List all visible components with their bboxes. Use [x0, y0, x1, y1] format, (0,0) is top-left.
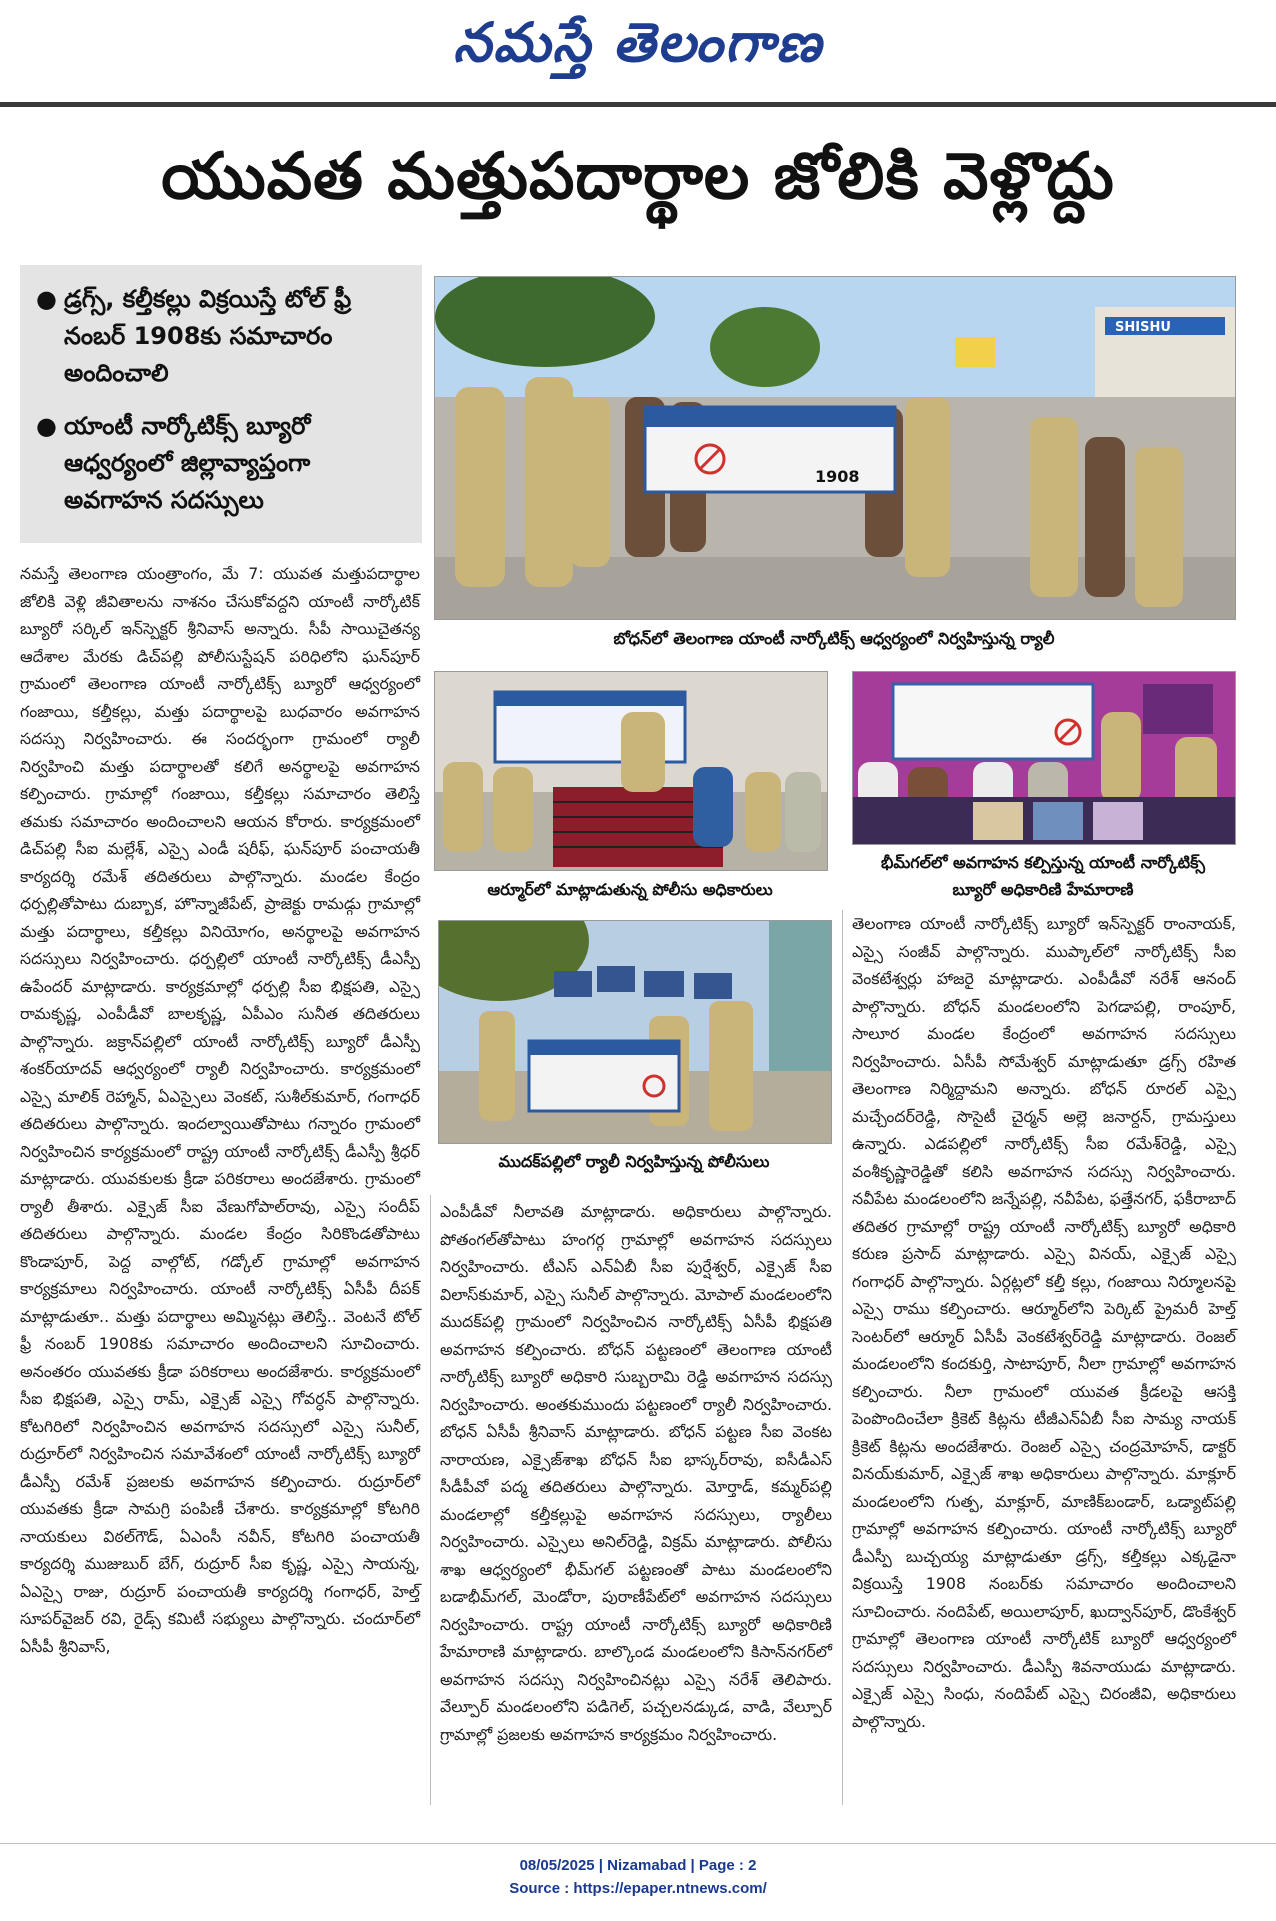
- column-text: నమస్తే తెలంగాణ యంత్రాంగం, మే 7: యువత మత్తుపదార్థాల జోలికి వెళ్లి జీవితాలను నాశనం చేసుకోవద్దని యాంటీ నార్కోటిక్ బ్యూరో సర్కిల్ ఇన్‌స్పెక్టర్ శ్రీనివాస్ అన్నారు. సీపీ సాయిచైతన్య ఆదేశాల మేరకు డిచ్‌పల్లి పోలీసుస్టేషన్ పరిధిలోని ఘన్‌పూర్ గ్రామంలో తెలంగాణ యాంటీ నార్కోటిక్స్ బ్యూరో ఆధ్వర్యంలో గంజాయి, కల్తీకల్లు, మత్తు పదార్థాలపై బుధవారం అవగాహన సదస్సు నిర్వహించారు. ఈ సందర్భంగా గ్రామంలో ర్యాలీ నిర్వహించి మత్తు పదార్థాలతో కలిగే అనర్థాలపై అవగాహన కల్పించారు. గ్రామాల్లో గంజాయి, కల్తీకల్లు సమాచారం తెలిస్తే తమకు సమాచారం అందించాలని ఆయన కోరారు. కార్యక్రమంలో డిచ్‌పల్లి సీఐ మల్లేశ్, ఎస్సై ఎండీ షరీఫ్, ఘన్‌పూర్ పంచాయతీ కార్యదర్శి రమేశ్ తదితరులు పాల్గొన్నారు. మండల కేంద్రం ధర్పల్లితోపాటు దుబ్బాక, హొన్నాజీపేట్, ప్రాజెక్టు రామడ్గు గ్రామాల్లో మత్తు పదార్థాలు, కల్తీకల్లు వినియోగం, అనర్థాలపై అవగాహన సదస్సులు నిర్వహించారు. ధర్పల్లిలో యాంటీ నార్కోటిక్స్ డీఎస్పీ ఉపేందర్ మాట్లాడారు. కార్యక్రమాల్లో ధర్పల్లి సీఐ భిక్షపతి, ఎస్సై రామకృష్ణ, ఎంపీడీవో బాలకృష్ణ, ఏపీఎం సునీత తదితరులు పాల్గొన్నారు. జక్రాన్‌పల్లిలో యాంటీ నార్కోటిక్స్ బ్యూరో డీఎస్పీ శంకర్‌యాదవ్ ఆధ్వర్యంలో ర్యాలీ నిర్వహించారు. కార్యక్రమంలో ఎస్సై మాలిక్ రెహ్మాన్, ఏఎస్సైలు వెంకట్, సుశీల్‌కుమార్, గంగాధర్ తదితరులు పాల్గొన్నారు. ఇందల్వాయితోపాటు గన్నారం గ్రామంలో నిర్వహించిన కార్యక్రమంలో రాష్ట్ర యాంటీ నార్కోటిక్స్ డీఎస్పీ శ్రీధర్ మాట్లాడారు. యువకులకు క్రీడా పరికరాలు అందజేశారు. గ్రామంలో ర్యాలీ తీశారు. ఎక్సైజ్ సీఐ వేణుగోపాల్‌రావు, ఎస్సై సందీప్ తదితరులు పాల్గొన్నారు. మండల కేంద్రం సిరికొండతోపాటు కొండాపూర్, పెద్ద వాల్గోట్, గడ్కోల్ గ్రామాల్లో అవగాహన కార్యక్రమాలు నిర్వహించారు. యాంటీ నార్కోటిక్స్ ఏసీపీ దీపక్ మాట్లాడుతూ.. మత్తు పదార్థాలు అమ్మినట్లు తెలిస్తే.. వెంటనే టోల్ ఫ్రీ నంబర్ 1908కు సమాచారం అందించాలని సూచించారు. అనంతరం యువతకు క్రీడా పరికరాలు అందజేశారు. కార్యక్రమంలో సీఐ భిక్షపతి, ఎస్సై రామ్, ఎక్సైజ్ ఎస్సై గోవర్ధన్ పాల్గొన్నారు. కోటగిరిలో నిర్వహించిన అవగాహన సదస్సులో ఎస్సై సునీల్, రుద్రూర్‌లో నిర్వహించిన సమావేశంలో యాంటీ నార్కోటిక్స్ బ్యూరో డీఎస్పీ రమేశ్ ప్రజలకు అవగాహన కల్పించారు. రుద్రూర్‌లో యువతకు క్రీడా సామగ్రి పంపిణీ చేశారు. కార్యక్రమాల్లో కోటగిరి నాయకులు విఠల్‌గౌడ్, ఏఎంసీ నవీన్, కోటగిరి పంచాయతీ కార్యదర్శి ముజుబుర్ బేగ్, రుద్రూర్ సీఐ కృష్ణ, ఎస్సై సాయన్న, ఏఎస్సై రాజు, రుద్రూర్ పంచాయతీ కార్యదర్శి గంగాధర్, హెల్త్ సూపర్‌వైజర్ రవి, రైడ్స్ కమిటీ సభ్యులు పాల్గొన్నారు. చందూర్‌లో ఏసీపీ శ్రీనివాస్,: [20, 564, 420, 1656]
- mudakpally-photo-illustration: [439, 921, 831, 1143]
- highlight-item: [20, 265, 422, 392]
- shop-sign-text: SHISHU: [1115, 320, 1171, 335]
- masthead: [0, 0, 1276, 104]
- highlight-text: యాంటీ నార్కోటిక్స్ బ్యూరో ఆధ్వర్యంలో జిల్లావ్యాప్తంగా అవగాహన సదస్సులు: [64, 412, 311, 514]
- article-column-2: [440, 1198, 832, 1803]
- armoor-photo-illustration: [435, 672, 827, 870]
- article-headline: యువత మత్తుపదార్థాల జోలికి వెళ్లొద్దు: [161, 140, 1115, 214]
- rally-photo-illustration: [435, 277, 1235, 619]
- footer-source: Source : https://epaper.ntnews.com/: [509, 1880, 767, 1897]
- photo-caption-line: భీమ్‌గల్‌లో అవగాహన కల్పిస్తున్న యాంటీ నార్కోటిక్స్: [881, 853, 1205, 872]
- masthead-rule: [0, 102, 1276, 107]
- highlights-box: [20, 265, 422, 543]
- newspaper-logo: నమస్తే తెలంగాణ: [453, 10, 823, 74]
- photo-caption: ఆర్మూర్‌లో మాట్లాడుతున్న పోలీసు అధికారులు: [487, 880, 773, 899]
- footer-rule: [0, 1843, 1276, 1844]
- column-text: ఎంపీడీవో నీలావతి మాట్లాడారు. అధికారులు పాల్గొన్నారు. పోతంగల్‌తోపాటు హంగర్గ గ్రామాల్లో అవగాహన సదస్సులు నిర్వహించారు. టీఎస్ ఎన్‌ఏబీ సీఐ పుర్షేశ్వర్, ఎక్సైజ్ సీఐ విలాస్‌కుమార్, ఎస్సై సునీల్ పాల్గొన్నారు. మోపాల్ మండలంలోని ముదక్‌పల్లి గ్రామంలో నిర్వహించిన నార్కోటిక్స్ ఏసీపీ భిక్షపతి అవగాహన కల్పించారు. బోధన్ పట్టణంలో తెలంగాణ యాంటీ నార్కోటిక్స్ బ్యూరో అధికారి సుబ్బరామి రెడ్డి అవగాహన సదస్సు నిర్వహించారు. అంతకుముందు పట్టణంలో ర్యాలీ నిర్వహించారు. బోధన్ ఏసీపీ శ్రీనివాస్ మాట్లాడారు. బోధన్ పట్టణ సీఐ వెంకట నారాయణ, ఎక్సైజ్‌శాఖ బోధన్ సీఐ భాస్కర్‌రావు, ఐసీడీఎస్ సీడీపీవో పద్మ తదితరులు పాల్గొన్నారు. మోర్తాడ్, కమ్మర్‌పల్లి మండలాల్లో కల్తీకల్లుపై అవగాహన సదస్సులు, ర్యాలీలు నిర్వహించారు. ఎస్సైలు అనిల్‌రెడ్డి, విక్రమ్ మాట్లాడారు. పోలీసు శాఖ ఆధ్వర్యంలో భీమ్‌గల్ పట్టణంతో పాటు మండలంలోని బడాభీమ్‌గల్, మెండోరా, పురాణీపేట్‌లో అవగాహన సదస్సులు నిర్వహించారు. రాష్ట్ర యాంటీ నార్కోటిక్స్ బ్యూరో అధికారిణి హేమారాణి మాట్లాడారు. బాల్కొండ మండలంలోని కిసాన్‌నగర్‌లో అవగాహన సదస్సు నిర్వహించినట్లు ఎస్సై నరేశ్ తెలిపారు. వేల్పూర్ మండలంలోని పడిగెల్, పచ్చలనడ్కుడ, వాడి, వేల్పూర్ గ్రామాల్లో ప్రజలకు అవగాహన కార్యక్రమం నిర్వహించారు.: [440, 1202, 832, 1744]
- highlight-item: [20, 392, 422, 519]
- highlight-text: డ్రగ్స్, కల్తీకల్లు విక్రయిస్తే టోల్ ఫ్రీ నంబర్ 1908కు సమాచారం అందించాలి: [64, 285, 352, 387]
- article-column-1: [20, 560, 420, 1805]
- photo-caption: ముదక్‌పల్లిలో ర్యాలీ నిర్వహిస్తున్న పోలీసులు: [498, 1152, 770, 1171]
- bheemgal-photo-illustration: [853, 672, 1235, 844]
- bullet-icon: ●: [36, 412, 57, 440]
- column-text: తెలంగాణ యాంటీ నార్కోటిక్స్ బ్యూరో ఇన్‌స్పెక్టర్ రాంనాయక్, ఎస్సై సంజీవ్ పాల్గొన్నారు. ముప్కాల్‌లో నార్కోటిక్స్ సీఐ వెంకటేశ్వర్లు హాజరై మాట్లాడారు. ఎంపీడీవో నరేశ్ ఆనంద్ పాల్గొన్నారు. బోధన్ మండలంలోని పెగడాపల్లి, రాంపూర్, సాలూర మండల కేంద్రంలో అవగాహన సదస్సులు నిర్వహించారు. ఏసీపీ సోమేశ్వర్ మాట్లాడుతూ డ్రగ్స్ రహిత తెలంగాణ నిర్మిద్దామని అన్నారు. బోధన్ రూరల్ ఎస్సై మచ్చేందర్‌రెడ్డి, సొసైటీ చైర్మన్ అల్లె జనార్దన్, గ్రామస్తులు ఉన్నారు. ఎడపల్లిలో నార్కోటిక్స్ సీఐ రమేశ్‌రెడ్డి, ఎస్సై వంశీకృష్ణారెడ్డితో కలిసి అవగాహన సదస్సు నిర్వహించారు. నవీపేట మండలంలోని జన్నేపల్లి, నవీపేట, ఫత్తేనగర్, ఫకీరాబాద్ తదితర గ్రామాల్లో రాష్ట్ర యాంటీ నార్కోటిక్స్ బ్యూరో అధికారి కరుణ ప్రసాద్ మాట్లాడారు. ఎస్సై వినయ్, ఎక్సైజ్ ఎస్సై గంగాధర్ పాల్గొన్నారు. ఏర్గట్లలో కల్తీ కల్లు, గంజాయి నిర్మూలనపై ఎస్సై రాము కల్పించారు. ఆర్మూర్‌లోని పెర్కిట్ ప్రైమరీ హెల్త్ సెంటర్‌లో ఆర్మూర్ ఏసీపీ వెంకటేశ్వర్‌రెడ్డి మాట్లాడారు. రెంజల్ మండలంలోని కందకుర్తి, సాటాపూర్, నీలా గ్రామాల్లో అవగాహన కల్పించారు. నీలా గ్రామంలో యువత క్రీడలపై ఆసక్తి పెంపొందించేలా క్రికెట్ కిట్లను టీజీఎన్‌ఏబీ సీఐ సామ్య నాయక్ క్రికెట్ కిట్లను అందజేశారు. రెంజల్ ఎస్సై చంద్రమోహన్, డాక్టర్ వినయ్‌కుమార్, ఎక్సైజ్ శాఖ అధికారులు పాల్గొన్నారు. మాక్లూర్ మండలంలోని గుత్ప, మాక్లూర్, మాణిక్‌బండార్, ఒడ్యాట్‌పల్లి గ్రామాల్లో అవగాహన కల్పించారు. యాంటీ నార్కోటిక్స్ బ్యూరో డీఎస్పీ బుచ్చయ్య మాట్లాడుతూ డ్రగ్స్, కల్తీకల్లు ఎక్కడైనా విక్రయిస్తే 1908 నంబర్‌కు సమాచారం అందించాలని సూచించారు. నందిపేట్, అయిలాపూర్, ఖుద్వాన్‌పూర్, డొంకేశ్వర్ గ్రామాల్లో తెలంగాణ యాంటీ నార్కోటిక్ బ్యూరో ఆధ్వర్యంలో సదస్సులు నిర్వహించారు. డీఎస్పీ శివనాయుడు మాట్లాడారు. ఎక్సైజ్ ఎస్సై సింధు, నందిపేట్ ఎస్సై చిరంజీవి, అధికారులు పాల్గొన్నారు.: [852, 914, 1236, 1731]
- column-divider: [842, 910, 843, 1805]
- photo-armoor-meeting: [434, 671, 828, 871]
- photo-caption: బోధన్‌లో తెలంగాణ యాంటీ నార్కోటిక్స్ ఆధ్వర్యంలో నిర్వహిస్తున్న ర్యాలీ: [613, 629, 1055, 648]
- column-divider: [430, 1195, 431, 1805]
- photo-caption-line: బ్యూరో అధికారిణి హేమారాణి: [952, 880, 1134, 899]
- photo-mudakpally-rally: [438, 920, 832, 1144]
- photo-bodhan-rally: [434, 276, 1236, 620]
- article-column-3: [852, 910, 1236, 1803]
- footer-dateline: 08/05/2025 | Nizamabad | Page : 2: [519, 1857, 757, 1874]
- photo-bheemgal-meeting: [852, 671, 1236, 845]
- banner-number: 1908: [815, 467, 860, 486]
- bullet-icon: ●: [36, 285, 57, 313]
